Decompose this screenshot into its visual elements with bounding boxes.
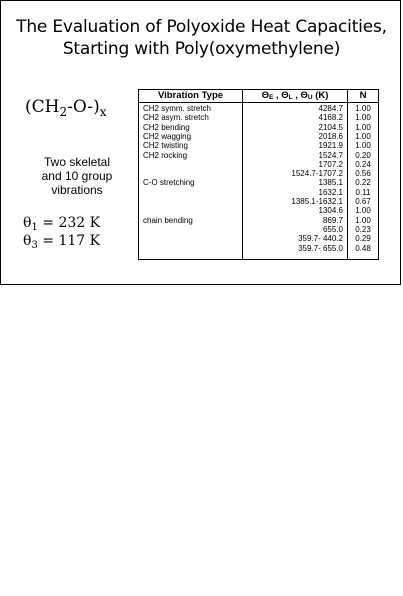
cell-theta-value: 4284.7	[318, 104, 343, 113]
cell-vibration-type: CH2 symm. stretch	[143, 104, 212, 113]
header-unit: (K)	[312, 90, 329, 101]
header-sub-u: U	[307, 94, 313, 101]
table-row	[139, 123, 378, 132]
table-row	[139, 197, 378, 206]
table-row	[139, 151, 378, 160]
cell-theta-value: 655.0	[322, 224, 343, 234]
header-theta-columns	[243, 90, 347, 102]
cell-theta-value: 1385.1	[318, 178, 343, 188]
table-row	[139, 244, 378, 253]
cell-theta-value: 1304.6	[318, 206, 343, 216]
cell-theta-value: 869.7	[322, 215, 343, 225]
slide-title	[1, 16, 401, 60]
cell-theta-value: 359.7- 655.0	[298, 243, 343, 253]
table-row	[139, 113, 378, 122]
cell-vibration-type: CH2 asym. stretch	[143, 113, 209, 123]
cell-n-value: 1.00	[355, 122, 371, 132]
cell-theta-value: 2104.5	[318, 122, 343, 132]
cell-n-value: 0.23	[355, 224, 371, 234]
formula-mid: -O-)	[67, 97, 100, 117]
cell-n-value: 0.56	[355, 169, 371, 179]
table-row	[139, 104, 378, 113]
cell-n-value: 1.00	[355, 113, 371, 123]
theta-3-value: = 117 K	[37, 233, 101, 249]
cell-n-value: 1.00	[355, 206, 371, 216]
cell-n-value: 1.00	[355, 141, 371, 151]
header-vibration-type: Vibration Type	[157, 90, 224, 101]
cell-vibration-type: CH2 twisting	[143, 141, 188, 151]
cell-theta-value: 4168.2	[318, 113, 343, 123]
cell-vibration-type: CH2 wagging	[143, 131, 192, 141]
cell-theta-value: 1385.1-1632.1	[291, 197, 343, 206]
table-row	[139, 132, 378, 141]
cell-theta-value: 2018.6	[318, 131, 343, 141]
formula-sub-2: 2	[59, 105, 68, 119]
cell-n-value: 1.00	[355, 215, 371, 225]
table-header-divider	[139, 102, 378, 103]
cell-vibration-type: chain bending	[143, 215, 193, 225]
cell-n-value: 0.24	[355, 159, 371, 169]
table-row	[139, 178, 378, 187]
cell-vibration-type: CH2 bending	[143, 122, 190, 132]
theta-1	[23, 215, 100, 233]
table-row	[139, 216, 378, 225]
cell-vibration-type: C-O stretching	[143, 178, 195, 188]
cell-theta-value: 1921.9	[318, 141, 343, 151]
theta-1-value: = 232 K	[37, 215, 101, 231]
formula-main: (CH	[25, 97, 60, 117]
table-row	[139, 141, 378, 150]
formula-sub-x: x	[99, 105, 107, 119]
cell-n-value: 0.29	[355, 234, 371, 244]
note-line-3: vibrations	[51, 183, 103, 197]
theta-3-sub: 3	[31, 240, 38, 251]
header-sub-e: E	[268, 94, 274, 101]
theta-1-sub: 1	[31, 222, 38, 233]
cell-n-value: 1.00	[355, 131, 371, 141]
cell-n-value: 1.00	[355, 104, 371, 113]
cell-theta-value: 1632.1	[318, 187, 343, 197]
cell-n-value: 0.67	[355, 197, 371, 206]
header-theta-u: , Θ	[292, 90, 308, 101]
cell-n-value: 0.11	[355, 187, 371, 197]
table-row	[139, 160, 378, 169]
cell-theta-value: 1707.2	[318, 159, 343, 169]
vibration-note	[41, 155, 113, 197]
table-row	[139, 225, 378, 234]
cell-theta-value: 359.7- 440.2	[298, 234, 343, 244]
table-row	[139, 234, 378, 243]
table-row	[139, 206, 378, 215]
cell-theta-value: 1524.7-1707.2	[291, 169, 343, 179]
note-line-1: Two skeletal	[43, 155, 111, 169]
header-sub-l: L	[288, 94, 293, 101]
cell-n-value: 0.20	[355, 150, 371, 160]
cell-vibration-type: CH2 rocking	[143, 150, 188, 160]
theta-3	[23, 233, 100, 251]
title-line-2: Starting with Poly(oxymethylene)	[62, 39, 341, 59]
cell-n-value: 0.22	[355, 178, 371, 188]
note-line-2: and 10 group	[41, 169, 113, 183]
cell-theta-value: 1524.7	[318, 150, 343, 160]
table-row	[139, 169, 378, 178]
table-row	[139, 188, 378, 197]
slide	[0, 0, 401, 285]
cell-n-value: 0.48	[355, 243, 371, 253]
header-n: N	[359, 90, 367, 101]
polymer-formula	[25, 97, 107, 119]
theta-3-symbol: θ	[23, 233, 32, 249]
header-theta-e: Θ	[261, 90, 269, 101]
header-theta-l: , Θ	[273, 90, 289, 101]
title-line-1: The Evaluation of Polyoxide Heat Capacities,	[16, 17, 387, 37]
theta-1-symbol: θ	[23, 215, 32, 231]
vibration-table	[138, 89, 379, 260]
